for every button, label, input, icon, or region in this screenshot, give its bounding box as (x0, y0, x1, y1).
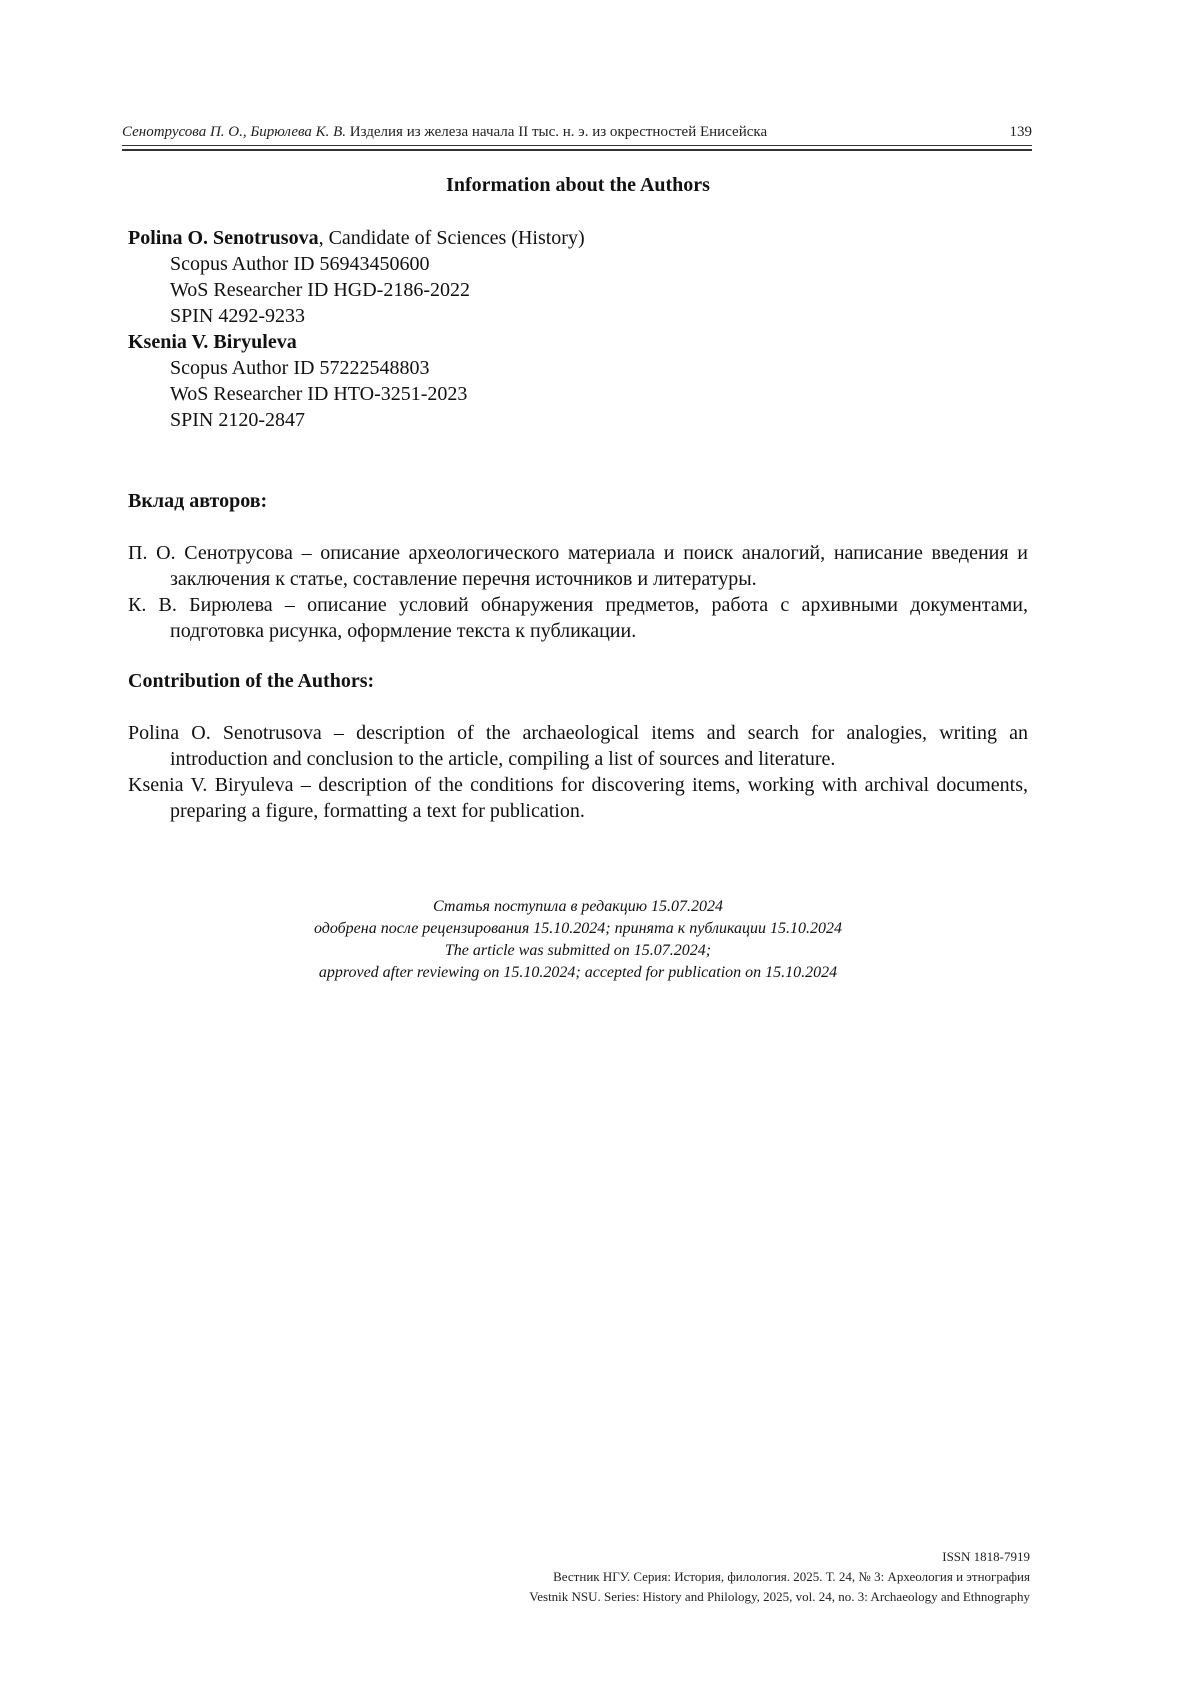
contribution-ru-heading: Вклад авторов: (128, 490, 268, 512)
date-line: Статья поступила в редакцию 15.07.2024 (433, 898, 723, 915)
running-head-title: Изделия из железа начала II тыс. н. э. из окрестностей Енисейска (349, 124, 768, 140)
author-id: SPIN 2120-2847 (170, 409, 306, 431)
submission-dates (128, 896, 1028, 984)
date-line: одобрена после рецензирования 15.10.2024; принята к публикации 15.10.2024 (313, 920, 843, 937)
author-id: Scopus Author ID 57222548803 (170, 357, 430, 379)
info-heading: Information about the Authors (446, 174, 710, 196)
issn: ISSN 1818-7919 (942, 1549, 1030, 1564)
author-id: WoS Researcher ID HGD-2186-2022 (170, 279, 470, 301)
main-content (128, 172, 1028, 824)
author-list (128, 225, 1028, 433)
contribution-en-item: Ksenia V. Biryuleva – description of the conditions for discovering items, working with archival documents, preparing a figure, formatting a text for publication. (128, 774, 1028, 822)
header-rule-thick (122, 149, 1032, 151)
author-name-line (128, 329, 1028, 355)
running-head-authors: Сенотрусова П. О., Бирюлева К. В. (122, 124, 347, 140)
author-name-line (128, 225, 1028, 251)
author-name: Ksenia V. Biryuleva (128, 331, 297, 353)
contribution-en-heading: Contribution of the Authors: (128, 670, 375, 692)
journal-citation-ru: Вестник НГУ. Серия: История, филология. 2025. Т. 24, № 3: Археология и этнография (553, 1569, 1030, 1584)
author-name: Polina O. Senotrusova (128, 227, 319, 249)
date-line: approved after reviewing on 15.10.2024; accepted for publication on 15.10.2024 (318, 964, 838, 981)
author-id: WoS Researcher ID HTO-3251-2023 (170, 383, 468, 405)
header-rule-thin (122, 145, 1032, 146)
contribution-ru-item: К. В. Бирюлева – описание условий обнаружения предметов, работа с архивными документами, подготовка рисунка, оформление текста к публикации. (128, 594, 1028, 642)
date-line: The article was submitted on 15.07.2024; (444, 942, 712, 959)
journal-footer (529, 1547, 1030, 1607)
author-id: Scopus Author ID 56943450600 (170, 253, 430, 275)
author-id: SPIN 4292-9233 (170, 305, 306, 327)
author-degree: , Candidate of Sciences (History) (318, 227, 585, 249)
running-head-text (122, 124, 767, 141)
journal-citation-en: Vestnik NSU. Series: History and Philology, 2025, vol. 24, no. 3: Archaeology and Ethnography (529, 1589, 1030, 1604)
contribution-en-item: Polina O. Senotrusova – description of the archaeological items and search for analogies, writing an introduction and conclusion to the article, compiling a list of sources and literature. (128, 722, 1028, 770)
running-head (122, 124, 1032, 141)
contribution-ru-item: П. О. Сенотрусова – описание археологического материала и поиск аналогий, написание введения и заключения к статье, составление перечня источников и литературы. (128, 542, 1028, 590)
page-number: 139 (1009, 124, 1032, 140)
